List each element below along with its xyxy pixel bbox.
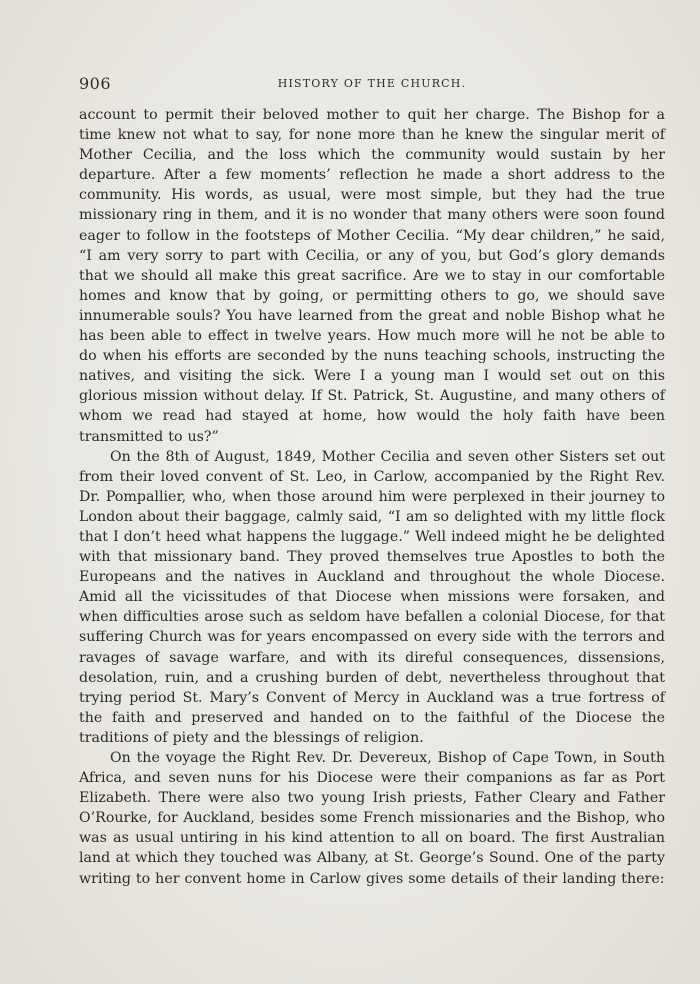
page-header [79, 74, 665, 94]
page-number: 906 [79, 74, 112, 93]
paragraph-1: account to permit their beloved mother to quit her charge. The Bishop for a time knew not what to say, for none more than he knew the singular merit of Mother Cecilia, and the loss which the community would sustain by her departure. After a few moments’ reflection he made a short address to the community. His words, as usual, were most simple, but they had the true missionary ring in them, and it is no wonder that many others were soon found eager to follow in the footsteps of Mother Cecilia. “My dear children,” he said, “I am very sorry to part with Cecilia, or any of you, but God’s glory demands that we should all make this great sacrifice. Are we to stay in our comfortable homes and know that by going, or permitting others to go, we should save innumerable souls? You have learned from the great and noble Bishop what he has been able to effect in twelve years. How much more will he not be able to do when his efforts are seconded by the nuns teaching schools, instructing the natives, and visiting the sick. Were I a young man I would set out on this glorious mission without delay. If St. Patrick, St. Augustine, and many others of whom we read had stayed at home, how would the holy faith have been transmitted to us?” [79, 107, 665, 445]
body-text [79, 105, 665, 889]
paragraph-3: On the voyage the Right Rev. Dr. Devereux, Bishop of Cape Town, in South Africa, and seven nuns for his Diocese were their companions as far as Port Elizabeth. There were also two young Irish priests, Father Cleary and Father O’Rourke, for Auckland, besides some French missionaries and the Bishop, who was as usual untiring in his kind attention to all on board. The first Australian land at which they touched was Albany, at St. George’s Sound. One of the party writing to her convent home in Carlow gives some details of their landing there: [79, 750, 665, 887]
running-title: HISTORY OF THE CHURCH. [277, 77, 467, 90]
paragraph-2: On the 8th of August, 1849, Mother Cecilia and seven other Sisters set out from their loved convent of St. Leo, in Carlow, accompanied by the Right Rev. Dr. Pompallier, who, when those around him were perplexed in their journey to London about their baggage, calmly said, “I am so delighted with my little flock that I don’t heed what happens the luggage.” Well indeed might he be delighted with that missionary band. They proved themselves true Apostles to both the Europeans and the natives in Auckland and throughout the whole Diocese. Amid all the vicissitudes of that Diocese when missions were forsaken, and when difficulties arose such as seldom have befallen a colonial Diocese, for that suffering Church was for years encompassed on every side with the terrors and ravages of savage warfare, and with its direful consequences, dissensions, desolation, ruin, and a crushing burden of debt, nevertheless throughout that trying period St. Mary’s Convent of Mercy in Auckland was a true fortress of the faith and preserved and handed on to the faithful of the Diocese the traditions of piety and the blessings of religion. [79, 448, 665, 746]
